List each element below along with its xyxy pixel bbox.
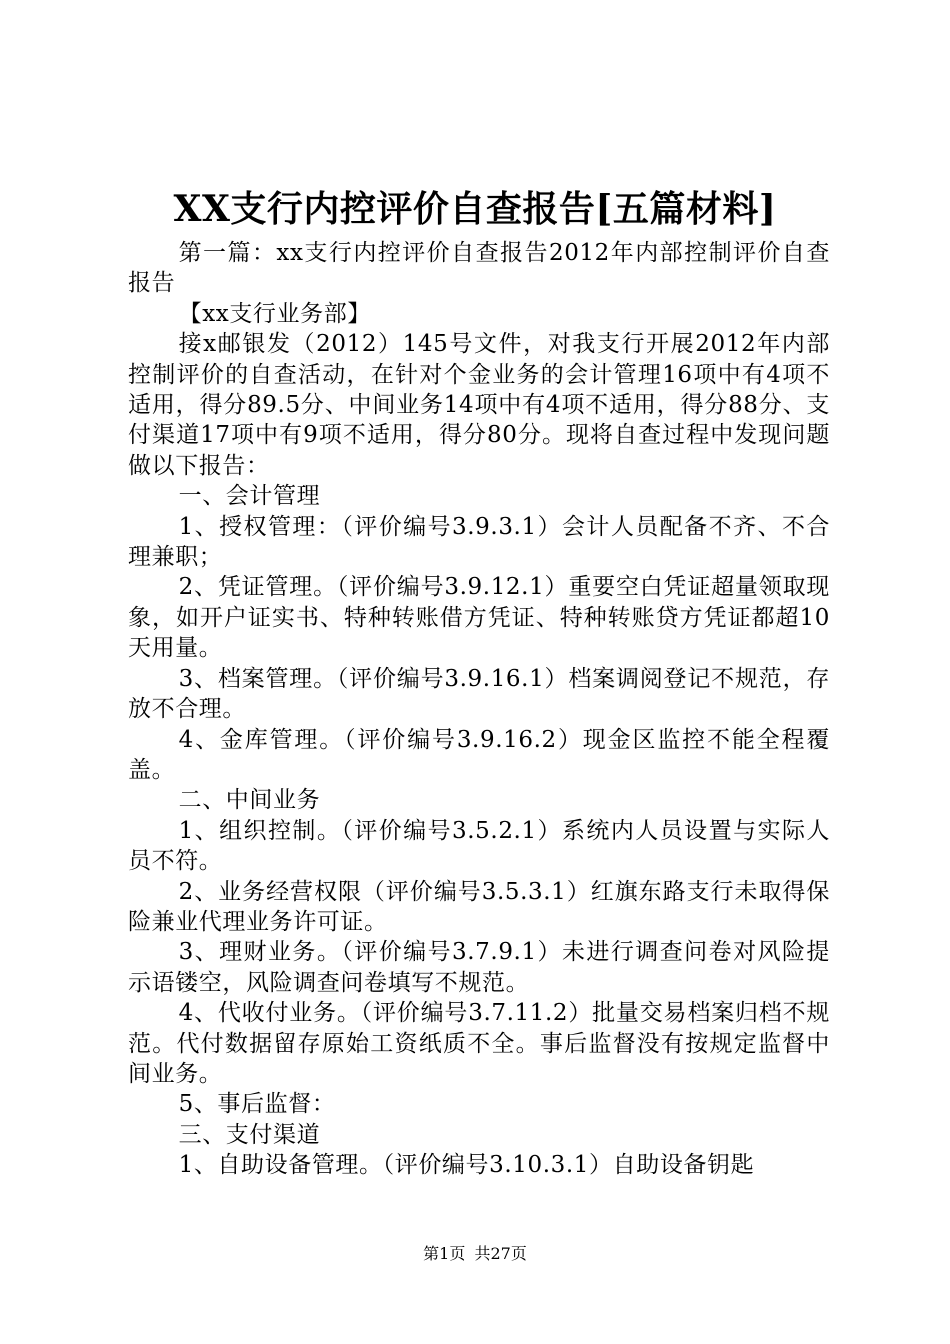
paragraph: 2、凭证管理。（评价编号3.9.12.1）重要空白凭证超量领取现象，如开户证实书、特种转账借方凭证、特种转账贷方凭证都超10天用量。 [128,574,830,662]
paragraph: 4、代收付业务。（评价编号3.7.11.2）批量交易档案归档不规范。代付数据留存原始工资纸质不全。事后监督没有按规定监督中间业务。 [128,1000,830,1087]
paragraph: 第一篇：xx支行内控评价自查报告2012年内部控制评价自查报告 [128,240,830,297]
paragraph: 【xx支行业务部】 [178,300,371,327]
page-total: 共27页 [474,1244,527,1263]
paragraph: 4、金库管理。（评价编号3.9.16.2）现金区监控不能全程覆盖。 [128,726,830,783]
paragraph: 3、档案管理。（评价编号3.9.16.1）档案调阅登记不规范，存放不合理。 [128,665,830,723]
page-footer [0,1242,950,1266]
paragraph: 接x邮银发（2012）145号文件，对我支行开展2012年内部控制评价的自查活动，在针对个金业务的会计管理16项中有4项不适用，得分89.5分、中间业务14项中有4项不适用，得分88分、支付渠道17项中有9项不适用，得分80分。现将自查过程中发现问题做以下报告： [128,331,830,479]
page-number: 第1页 [423,1244,466,1263]
paragraph: 1、授权管理：（评价编号3.9.3.1）会计人员配备不齐、不合理兼职； [128,513,830,571]
paragraph: 1、自助设备管理。（评价编号3.10.3.1）自助设备钥匙 [178,1152,755,1179]
paragraph: 2、业务经营权限（评价编号3.5.3.1）红旗东路支行未取得保险兼业代理业务许可证。 [128,878,830,935]
paragraph: 5、事后监督： [178,1091,336,1118]
document-body [128,238,830,1181]
section-heading: 二、中间业务 [178,787,321,814]
paragraph: 3、理财业务。（评价编号3.7.9.1）未进行调查问卷对风险提示语镂空，风险调查问卷填写不规范。 [128,939,830,996]
document-title: XX支行内控评价自查报告[五篇材料] [173,188,777,230]
paragraph: 1、组织控制。（评价编号3.5.2.1）系统内人员设置与实际人员不符。 [128,817,830,875]
section-heading: 三、支付渠道 [178,1121,321,1148]
section-heading: 一、会计管理 [178,483,321,510]
